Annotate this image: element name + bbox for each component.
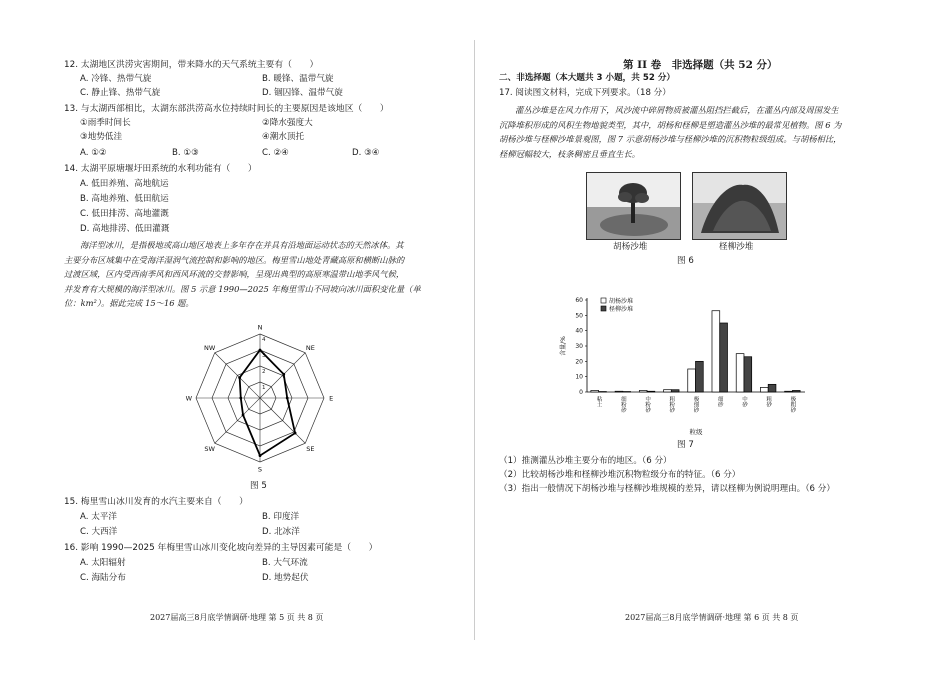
q15-option-a: A. 太平洋 [80,512,117,522]
radar-direction-label: S [257,465,263,474]
radar-data-polygon [240,350,295,456]
bar-tamarix [792,390,800,392]
q13-option-c: C. ②④ [262,148,289,158]
radar-direction-label: W [185,394,193,403]
tamarix-dune-photo [692,172,787,240]
left-page-footer: 2027届高三8月底学情调研·地理 第 5 页 共 8 页 [150,613,324,622]
y-tick-label: 20 [575,358,583,366]
q13-item-4: ④潮水顶托 [262,132,305,142]
dune-passage-line: 柽柳冠幅较大，枝条稠密且垂直生长。 [499,148,641,159]
x-tick-label: 极粗砂 [789,396,796,413]
radar-ring-label: 1 [262,385,266,391]
x-axis-label: 粒级 [689,428,703,436]
tamarix-dune-image [693,173,786,239]
radar-data-point [259,454,262,457]
radar-data-point [259,349,262,352]
radar-direction-label: SW [204,444,215,453]
q17-sub-2: （2）比较胡杨沙堆和柽柳沙堆沉积物粒级分布的特征。（6 分） [499,470,741,480]
radar-ring-label: 2 [262,369,266,375]
radar-direction-label: NW [204,344,216,353]
right-page-footer: 2027届高三8月底学情调研·地理 第 6 页 共 8 页 [625,613,799,622]
radar-ring-label: 4 [262,337,266,343]
bar-populus [736,354,744,392]
q12-option-b: B. 暖锋、温带气旋 [262,74,334,84]
bar-populus [688,369,696,392]
bar-tamarix [671,390,679,392]
dune-passage-line: 灌丛沙堆是在风力作用下，风沙流中碎屑物质被灌丛阻挡拦截后，在灌丛内部及周围发生 [515,105,839,115]
populus-dune-photo [586,172,681,240]
q16-stem: 16. 影响 1990—2025 年梅里雪山冰川变化坡向差异的主导因素可能是（ ） [64,543,378,553]
radar-data-point [238,376,241,379]
x-tick-label: 极细砂 [692,396,699,413]
bar-populus [591,390,599,392]
figure-7-bar-chart [555,292,815,438]
q13-stem: 13. 与太湖西部相比，太湖东部洪涝高水位持续时间长的主要原因是该地区（ ） [64,104,389,114]
q17-sub-1: （1）推测灌丛沙堆主要分布的地区。（6 分） [499,456,672,466]
glacier-passage-line: 位：km²）。据此完成 15～16 题。 [64,298,194,308]
x-tick-label: 中粉砂 [644,396,651,413]
legend-swatch-tamarix [601,306,606,311]
x-tick-label: 粘土 [595,396,602,407]
q16-option-c: C. 海陆分布 [80,573,126,583]
bar-tamarix [720,323,728,392]
figure-5-caption: 图 5 [250,481,267,491]
x-tick-label: 细砂 [716,396,723,407]
q12-option-a: A. 冷锋、热带气旋 [80,74,152,84]
q15-stem: 15. 梅里雪山冰川发育的水汽主要来自（ ） [64,497,248,507]
y-tick-label: 50 [575,312,583,320]
q14-option-c: C. 低田排涝、高地灌溉 [80,209,169,219]
dune-passage [499,103,919,161]
radar-data-point [286,397,289,400]
y-tick-label: 40 [575,327,583,335]
q15-option-d: D. 北冰洋 [262,527,300,537]
bar-populus [615,391,623,392]
q17-sub-3: （3）指出一般情况下胡杨沙堆与柽柳沙堆规模的差异，请以柽柳为例说明理由。（6 分） [499,484,835,494]
q13-option-d: D. ③④ [352,148,380,158]
y-tick-label: 10 [575,373,583,381]
radar-direction-label: SE [306,444,315,453]
q12-option-c: C. 静止锋、热带气旋 [80,88,161,98]
radar-direction-label: E [329,394,334,403]
q12-option-d: D. 锢囚锋、温带气旋 [262,88,343,98]
glacier-passage-line: 主要分布区域集中在受海洋湿润气流控制和影响的地区。梅里雪山地处青藏高原和横断山脉的 [64,254,405,265]
q12-stem: 12. 太湖地区洪涝灾害期间，带来降水的天气系统主要有（ ） [64,60,319,70]
figure-5-radar-chart [170,318,350,478]
glacier-passage-line: 海洋型冰川，是指极地或高山地区地表上多年存在并具有沿地面运动状态的天然冰体。其 [80,240,404,250]
bar-populus [760,387,768,392]
glacier-passage-line: 并发育有大规模的海洋型冰川。图 5 示意 1990—2025 年梅里雪山不同坡向冰川面积变化量（单 [64,283,421,294]
x-tick-label: 细粉砂 [619,396,626,413]
bar-tamarix [744,357,752,392]
q15-option-b: B. 印度洋 [262,512,300,522]
x-tick-label: 中砂 [740,396,747,407]
q16-option-b: B. 大气环流 [262,558,308,568]
glacier-passage-line: 过渡区域，区内受西南季风和西风环流的交替影响，呈现出典型的高原寒温带山地季风气候， [64,269,405,279]
x-tick-label: 粗粉砂 [668,396,675,413]
bar-tamarix [647,391,655,392]
q13-option-a: A. ①② [80,148,107,158]
radar-data-point [239,397,242,400]
section-subtitle: 二、非选择题（本大题共 3 小题，共 52 分） [499,73,676,83]
section-title: 第 II 卷 非选择题（共 52 分） [623,59,778,71]
right-page [475,0,950,673]
populus-dune-image [587,173,680,239]
q16-option-d: D. 地势起伏 [262,573,309,583]
radar-data-point [282,373,285,376]
y-axis-label: 含量/% [560,336,567,356]
q16-option-a: A. 太阳辐射 [80,558,126,568]
q15-option-c: C. 大西洋 [80,527,118,537]
bar-populus [664,390,672,392]
bar-populus [785,391,793,392]
dune-passage-line: 沉降堆积形成的风积生物地貌类型，其中，胡杨和柽柳是塑造灌丛沙堆的最常见植物。图 6 为 [499,119,842,130]
q13-option-b: B. ①③ [172,148,199,158]
q14-option-b: B. 高地养殖、低田航运 [80,194,169,204]
q13-item-3: ③地势低洼 [80,132,123,142]
bar-populus [639,390,647,392]
glacier-passage [64,238,459,311]
q17-intro: 17. 阅读图文材料，完成下列要求。（18 分） [499,88,671,98]
radar-data-point [242,414,245,417]
tamarix-dune-label: 柽柳沙堆 [719,242,754,252]
legend-label-tamarix: 柽柳沙堆 [609,306,634,313]
y-tick-label: 30 [575,343,583,350]
q13-item-1: ①雨季时间长 [80,118,131,128]
radar-direction-label: N [257,323,263,332]
y-tick-label: 0 [579,389,583,396]
bar-tamarix [696,361,704,392]
bar-tamarix [768,384,776,392]
q14-option-d: D. 高地排涝、低田灌溉 [80,224,170,234]
legend-label-populus: 胡杨沙堆 [609,298,634,305]
y-tick-label: 60 [575,297,583,304]
q13-item-2: ②降水强度大 [262,118,313,128]
radar-data-point [294,432,297,435]
populus-dune-label: 胡杨沙堆 [613,242,648,252]
dune-passage-line: 胡杨沙堆与柽柳沙堆景观图，图 7 示意胡杨沙堆与柽柳沙堆的沉积物粒级组成。与胡杨相比， [499,134,842,144]
figure-7-caption: 图 7 [677,440,694,450]
radar-direction-label: NE [305,344,315,353]
radar-ring-label: 3 [262,353,266,359]
figure-6-caption: 图 6 [677,256,694,266]
q14-option-a: A. 低田养殖、高地航运 [80,179,169,189]
bar-populus [712,311,720,392]
q14-stem: 14. 太湖平原塘堰圩田系统的水利功能有（ ） [64,164,257,174]
x-tick-label: 粗砂 [765,396,772,407]
legend-swatch-populus [601,298,606,303]
